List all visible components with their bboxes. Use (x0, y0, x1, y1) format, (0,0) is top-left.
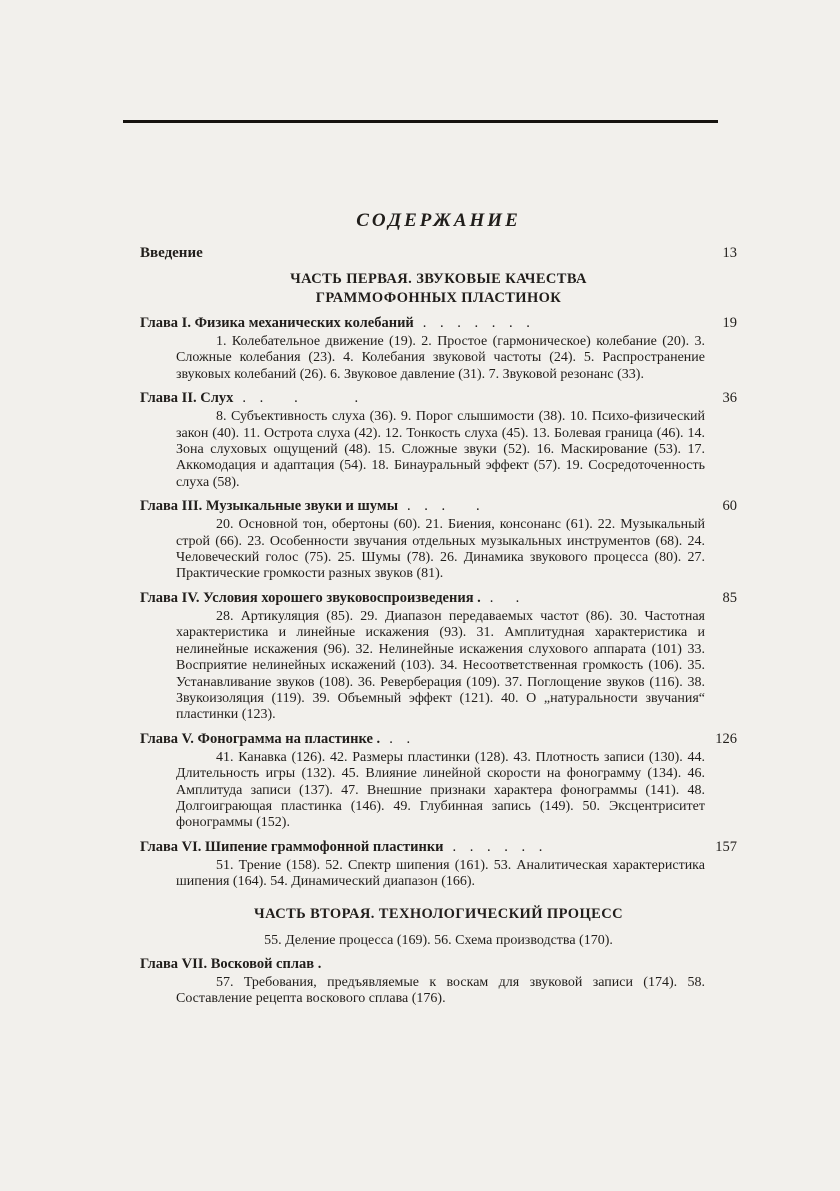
chapter-heading-row (140, 498, 737, 515)
chapter-title: Глава IV. Условия хорошего звуковоспроизведения . (140, 589, 481, 606)
top-rule (123, 120, 718, 123)
chapter-heading-row (140, 731, 737, 748)
dot-leader: . . . . (242, 390, 364, 407)
part1-heading-line1: ЧАСТЬ ПЕРВАЯ. ЗВУКОВЫЕ КАЧЕСТВА (290, 271, 587, 287)
dot-leader: . . . . (407, 498, 485, 515)
dot-leader: . . (489, 589, 525, 606)
chapter-heading-row (140, 315, 737, 332)
chapter-heading-row (140, 590, 737, 607)
chapter-page-number: 157 (715, 838, 737, 855)
chapter-page-number: 85 (722, 589, 737, 606)
toc-chapter-2 (140, 390, 737, 491)
chapter-page-number: 60 (722, 498, 737, 515)
dot-leader: . . . . . . (452, 838, 548, 855)
chapter-summary: 20. Основной тон, обертоны (60). 21. Биения, консонанс (61). 22. Музыкальный строй (66). 23. Особенности звучания отдельных музыкальных инструментов (68). 24. Человеческий голос (75). 25. Шумы (78). 26. Динамика звукового процесса (80). 27. Практические громкости разных звуков (81). (176, 517, 705, 582)
introduction-label: Введение (140, 245, 203, 261)
toc-chapter-1 (140, 315, 737, 383)
introduction-page-number: 13 (722, 245, 737, 261)
chapter-title: Глава VI. Шипение граммофонной пластинки (140, 838, 444, 855)
chapter-summary: 41. Канавка (126). 42. Размеры пластинки (128). 43. Плотность записи (130). 44. Длительность игры (132). 45. Влияние линейной скорости на фонограмму (134). 46. Амплитуда записи (137). 47. Внешние признаки характера фонограммы (141). 48. Долгоиграющая пластинка (146). 49. Глубинная запись (149). 50. Эксцентриситет фонограммы (152). (176, 749, 705, 831)
toc-chapter-7 (140, 956, 737, 1008)
chapter-summary: 8. Субъективность слуха (36). 9. Порог слышимости (38). 10. Психо-физический закон (40). 11. Острота слуха (42). 12. Тонкость слуха (45). 13. Болевая граница (46). 14. Зона слуховых ощущений (48). 15. Сложные звуки (52). 16. Маскирование (53). 17. Аккомодация и адаптация (54). 18. Бинауральный эффект (57). 19. Сосредоточенность слуха (58). (176, 409, 705, 490)
part1-heading-line2: ГРАММОФОННЫХ ПЛАСТИНОК (315, 290, 562, 306)
dot-leader: . . . . . . . (422, 315, 535, 331)
toc-entry-introduction (140, 245, 737, 262)
table-of-contents (140, 210, 737, 1007)
part2-intro: 55. Деление процесса (169). 56. Схема производства (170). (264, 932, 613, 948)
chapter-title: Глава I. Физика механических колебаний (140, 315, 414, 331)
chapter-title: Глава III. Музыкальные звуки и шумы (140, 498, 399, 515)
chapter-heading-row (140, 956, 737, 973)
chapter-page-number: 36 (722, 390, 737, 407)
chapter-title: Глава VII. Восковой сплав . (140, 955, 322, 972)
chapter-heading-row (140, 839, 737, 856)
chapter-page-number: 19 (722, 315, 737, 331)
chapter-summary: 51. Трение (158). 52. Спектр шипения (161). 53. Аналитическая характеристика шипения (164). 54. Динамический диапазон (166). (176, 857, 705, 890)
chapter-summary: 1. Колебательное движение (19). 2. Простое (гармоническое) колебание (20). 3. Сложные колебания (23). 4. Колебания звуковой частоты (24). 5. Распространение звуковых колебаний (26). 6. Звуковое давление (31). 7. Звуковой резонанс (33). (176, 334, 705, 382)
chapter-title: Глава V. Фонограмма на пластинке . (140, 730, 381, 747)
chapter-heading-row (140, 390, 737, 407)
part1-heading (140, 270, 737, 308)
toc-chapter-4 (140, 590, 737, 724)
chapter-summary: 57. Требования, предъявляемые к воскам для звуковой записи (174). 58. Составление рецепта воскового сплава (176). (176, 974, 705, 1006)
page-title: СОДЕРЖАНИЕ (356, 210, 521, 231)
chapter-page-number: 126 (715, 730, 737, 747)
dot-leader: . . (389, 730, 416, 747)
toc-chapter-3 (140, 498, 737, 583)
toc-chapter-5 (140, 731, 737, 832)
chapter-summary: 28. Артикуляция (85). 29. Диапазон передаваемых частот (86). 30. Частотная характеристика и линейные искажения (93). 31. Амплитудная характеристика и нелинейные искажения (96). 32. Нелинейные искажения слухового аппарата (101) 33. Восприятие нелинейных искажений (103). 34. Несоответственная громкость (106). 35. Устанавливание звуков (108). 36. Реверберация (109). 37. Поглощение звуков (116). 38. Звукоизоляция (119). 39. Объемный эффект (121). 40. О „натуральности звучания“ пластинки (123). (176, 608, 705, 723)
part2-heading: ЧАСТЬ ВТОРАЯ. ТЕХНОЛОГИЧЕСКИЙ ПРОЦЕСС (254, 905, 623, 922)
chapter-title: Глава II. Слух (140, 390, 234, 407)
toc-chapter-6 (140, 839, 737, 891)
